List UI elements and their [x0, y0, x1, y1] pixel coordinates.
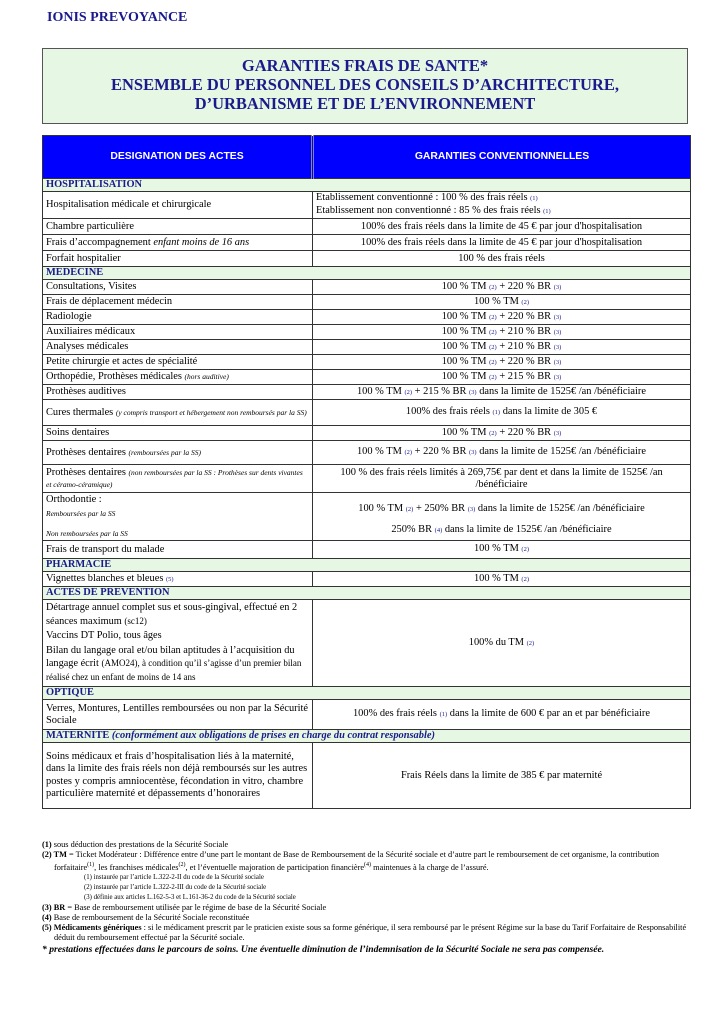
- table-row: Orthodontie : Remboursées par la SS Non remboursées par la SS 100 % TM (2) + 250% BR (3) dans la limite de 1525€ /an /bénéficiaire 250% BR (4) dans la limite de 1525€ /an /bénéficiaire: [43, 493, 691, 541]
- footnotes: (1) sous déduction des prestations de la Sécurité Sociale (2) TM = Ticket Modérateur : Différence entre d’une part le montant de Base de Remboursement de la Sécurité sociale et d’autre part le remboursement de cet organisme, la contribution forfaitaire$^{(1)}$, les franchises médicales$^{(2)}$, et l’éventuelle majoration de participation financière$^{(4)}$ maintenues à la charge de l’assuré. (1) instaurée par l’article L.322-2-II du code de la Sécurité sociale (2) instaurée par l’article L.322-2-III du code de la Sécurité sociale (3) définie aux articles L.162-5-3 et L.161-36-2 du code de la Sécurité sociale (3) BR = Base de remboursement utilisée par le régime de base de la Sécurité Sociale (4) Base de remboursement de la Sécurité Sociale reconstituée (5) Médicaments génériques : si le médicament prescrit par le praticien existe sous sa forme générique, il sera remboursé par le présent Régime sur la base du Tarif Forfaitaire de Responsabilité déduit du remboursement effectué par la Sécurité sociale.: [42, 840, 687, 942]
- table-row: Soins dentaires 100 % TM (2) + 220 % BR (3): [43, 426, 691, 441]
- table-row: Hospitalisation médicale et chirurgicale Etablissement conventionné : 100 % des frais réels (1) Etablissement non conventionné : 85 % des frais réels (1): [43, 192, 691, 219]
- header-designation: DESIGNATION DES ACTES: [43, 136, 313, 179]
- table-row: Orthopédie, Prothèses médicales (hors auditive) 100 % TM (2) + 215 % BR (3): [43, 370, 691, 385]
- table-row: Cures thermales (y compris transport et hébergement non remboursés par la SS) 100% des frais réels (1) dans la limite de 305 €: [43, 400, 691, 426]
- table-row: Analyses médicales 100 % TM (2) + 210 % BR (3): [43, 340, 691, 355]
- section-maternite: MATERNITE (conformément aux obligations de prises en charge du contrat responsable): [43, 730, 691, 743]
- section-optique: OPTIQUE: [43, 687, 691, 700]
- table-row: Frais d’accompagnement enfant moins de 16 ans 100% des frais réels dans la limite de 45 € par jour d'hospitalisation: [43, 235, 691, 251]
- table-header: [43, 136, 691, 179]
- table-row: Chambre particulière 100% des frais réels dans la limite de 45 € par jour d'hospitalisation: [43, 219, 691, 235]
- section-medecine: MEDECINE: [43, 267, 691, 280]
- title-box: [42, 48, 688, 124]
- table-row: Petite chirurgie et actes de spécialité 100 % TM (2) + 220 % BR (3): [43, 355, 691, 370]
- guarantees-table: [42, 135, 691, 809]
- section-prevention: ACTES DE PREVENTION: [43, 587, 691, 600]
- table-row: Consultations, Visites 100 % TM (2) + 220 % BR (3): [43, 280, 691, 295]
- table-row: Prothèses auditives 100 % TM (2) + 215 % BR (3) dans la limite de 1525€ /an /bénéficiaire: [43, 385, 691, 400]
- table-row: Forfait hospitalier 100 % des frais réels: [43, 251, 691, 267]
- section-pharmacie: PHARMACIE: [43, 559, 691, 572]
- header-garanties: GARANTIES CONVENTIONNELLES: [313, 136, 691, 179]
- table-row: Frais de transport du malade 100 % TM (2): [43, 541, 691, 559]
- table-row: Soins médicaux et frais d’hospitalisation liés à la maternité, dans la limite des frais réels non déjà remboursés sur les autres postes y compris amniocentèse, fécondation in vitro, chambre particulière maternité et dépassements d’honoraires Frais Réels dans la limite de 385 € par maternité: [43, 743, 691, 809]
- table-row: Prothèses dentaires (non remboursées par la SS : Prothèses sur dents vivantes et céramo-céramique) 100 % des frais réels limités à 269,75€ par dent et dans la limite de 1525€ /an /bénéficiaire: [43, 465, 691, 493]
- table-row: Détartrage annuel complet sus et sous-gingival, effectué en 2 séances maximum (sc12) Vaccins DT Polio, tous âges Bilan du langage oral et/ou bilan aptitudes à l’acquisition du langage écrit (AMO24), à condition qu’il s’agisse d’un premier bilan réalisé chez un enfant de moins de 14 ans 100% du TM (2): [43, 600, 691, 687]
- brand-name: IONIS PREVOYANCE: [47, 10, 188, 25]
- title-line-3: D’URBANISME ET DE L’ENVIRONNEMENT: [194, 94, 536, 113]
- table-row: Verres, Montures, Lentilles remboursées ou non par la Sécurité Sociale 100% des frais réels (1) dans la limite de 600 € par an et par bénéficiaire: [43, 700, 691, 730]
- footer-note: * prestations effectuées dans le parcours de soins. Une éventuelle diminution de l’indemnisation de la Sécurité Sociale ne sera pas compensée.: [42, 944, 605, 955]
- table-row: Prothèses dentaires (remboursées par la SS) 100 % TM (2) + 220 % BR (3) dans la limite de 1525€ /an /bénéficiaire: [43, 441, 691, 465]
- title-line-2: ENSEMBLE DU PERSONNEL DES CONSEILS D’ARCHITECTURE,: [111, 75, 619, 94]
- table-row: Auxiliaires médicaux 100 % TM (2) + 210 % BR (3): [43, 325, 691, 340]
- section-hospitalisation: HOSPITALISATION: [43, 179, 691, 192]
- table-row: Frais de déplacement médecin 100 % TM (2): [43, 295, 691, 310]
- table-row: Radiologie 100 % TM (2) + 220 % BR (3): [43, 310, 691, 325]
- table-row: Vignettes blanches et bleues (5) 100 % TM (2): [43, 572, 691, 587]
- title-line-1: GARANTIES FRAIS DE SANTE*: [241, 56, 489, 75]
